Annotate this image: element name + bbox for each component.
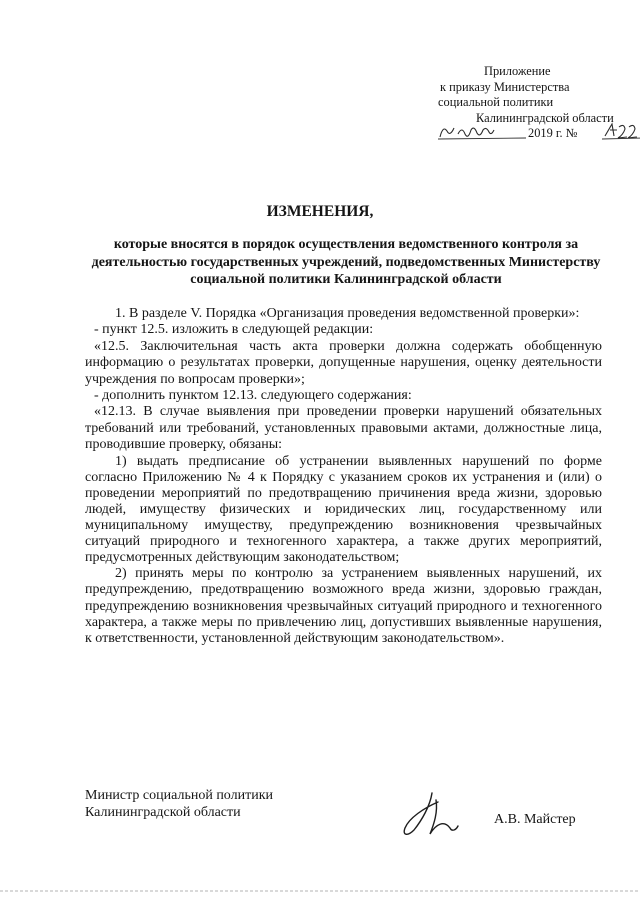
signatory-name: А.В. Майстер	[494, 812, 576, 827]
appendix-order-ref: к приказу Министерства	[440, 79, 570, 94]
appendix-block	[432, 64, 632, 143]
order-year: 2019 г. №	[528, 126, 578, 141]
handwritten-signature-icon	[392, 790, 462, 838]
appendix-label: Приложение	[484, 64, 551, 78]
paragraph-subitem-2: 2) принять меры по контролю за устранением выявленных нарушений, их предупреждению, предотвращению возможного вреда жизни, здоровью граждан, предупреждению возникновения чрезвычайных ситуаций природного и техногенного характера, а также меры по привлечению лиц, допустивших выявленные нарушения, к ответственности, установленной действующим законодательством».	[85, 566, 602, 646]
document-subtitle: которые вносятся в порядок осуществления ведомственного контроля за деятельностью государственных учреждений, подведомственных Министерству социальной политики Калининградской области	[91, 237, 601, 287]
signatory-position-line2: Калининградской области	[85, 805, 241, 820]
footer-divider	[0, 887, 640, 897]
handwritten-number-icon	[602, 120, 640, 142]
paragraph-12-13-text: «12.13. В случае выявления при проведении проверки нарушений обязательных требований или требований, установленных правовыми актами, должностные лица, проводившие проверку, обязаны:	[85, 404, 602, 453]
paragraph-item-12-13: - дополнить пунктом 12.13. следующего содержания:	[94, 388, 412, 404]
paragraph-item-12-5: - пункт 12.5. изложить в следующей редакции:	[94, 322, 374, 338]
document-body	[85, 306, 602, 647]
order-date-number	[438, 126, 632, 143]
paragraph-section-v: 1. В разделе V. Порядка «Организация проведения ведомственной проверки»:	[115, 306, 580, 321]
handwritten-date-icon	[438, 122, 528, 142]
appendix-ministry: социальной политики	[438, 95, 554, 110]
paragraph-subitem-1: 1) выдать предписание об устранении выявленных нарушений по форме согласно Приложению № 4 к Порядку с указанием сроков их устранения и (или) о проведении мероприятий по предотвращению причинения вреда жизни, здоровью людей, имуществу физических и юридических лиц, государственному или муниципальному имуществу, предупреждению возникновения чрезвычайных ситуаций природного и техногенного характера, а также других мероприятий, предусмотренных действующим законодательством;	[85, 453, 602, 566]
document-title: ИЗМЕНЕНИЯ,	[266, 203, 374, 220]
signatory-position-line1: Министр социальной политики	[85, 788, 274, 803]
appendix-region: Калининградской области	[476, 110, 614, 125]
paragraph-12-5-text: «12.5. Заключительная часть акта проверки должна содержать обобщенную информацию о результатах проверки, допущенные нарушения, оценку деятельности учреждения по вопросам проверки»;	[85, 338, 602, 387]
signatory-position	[85, 787, 273, 821]
